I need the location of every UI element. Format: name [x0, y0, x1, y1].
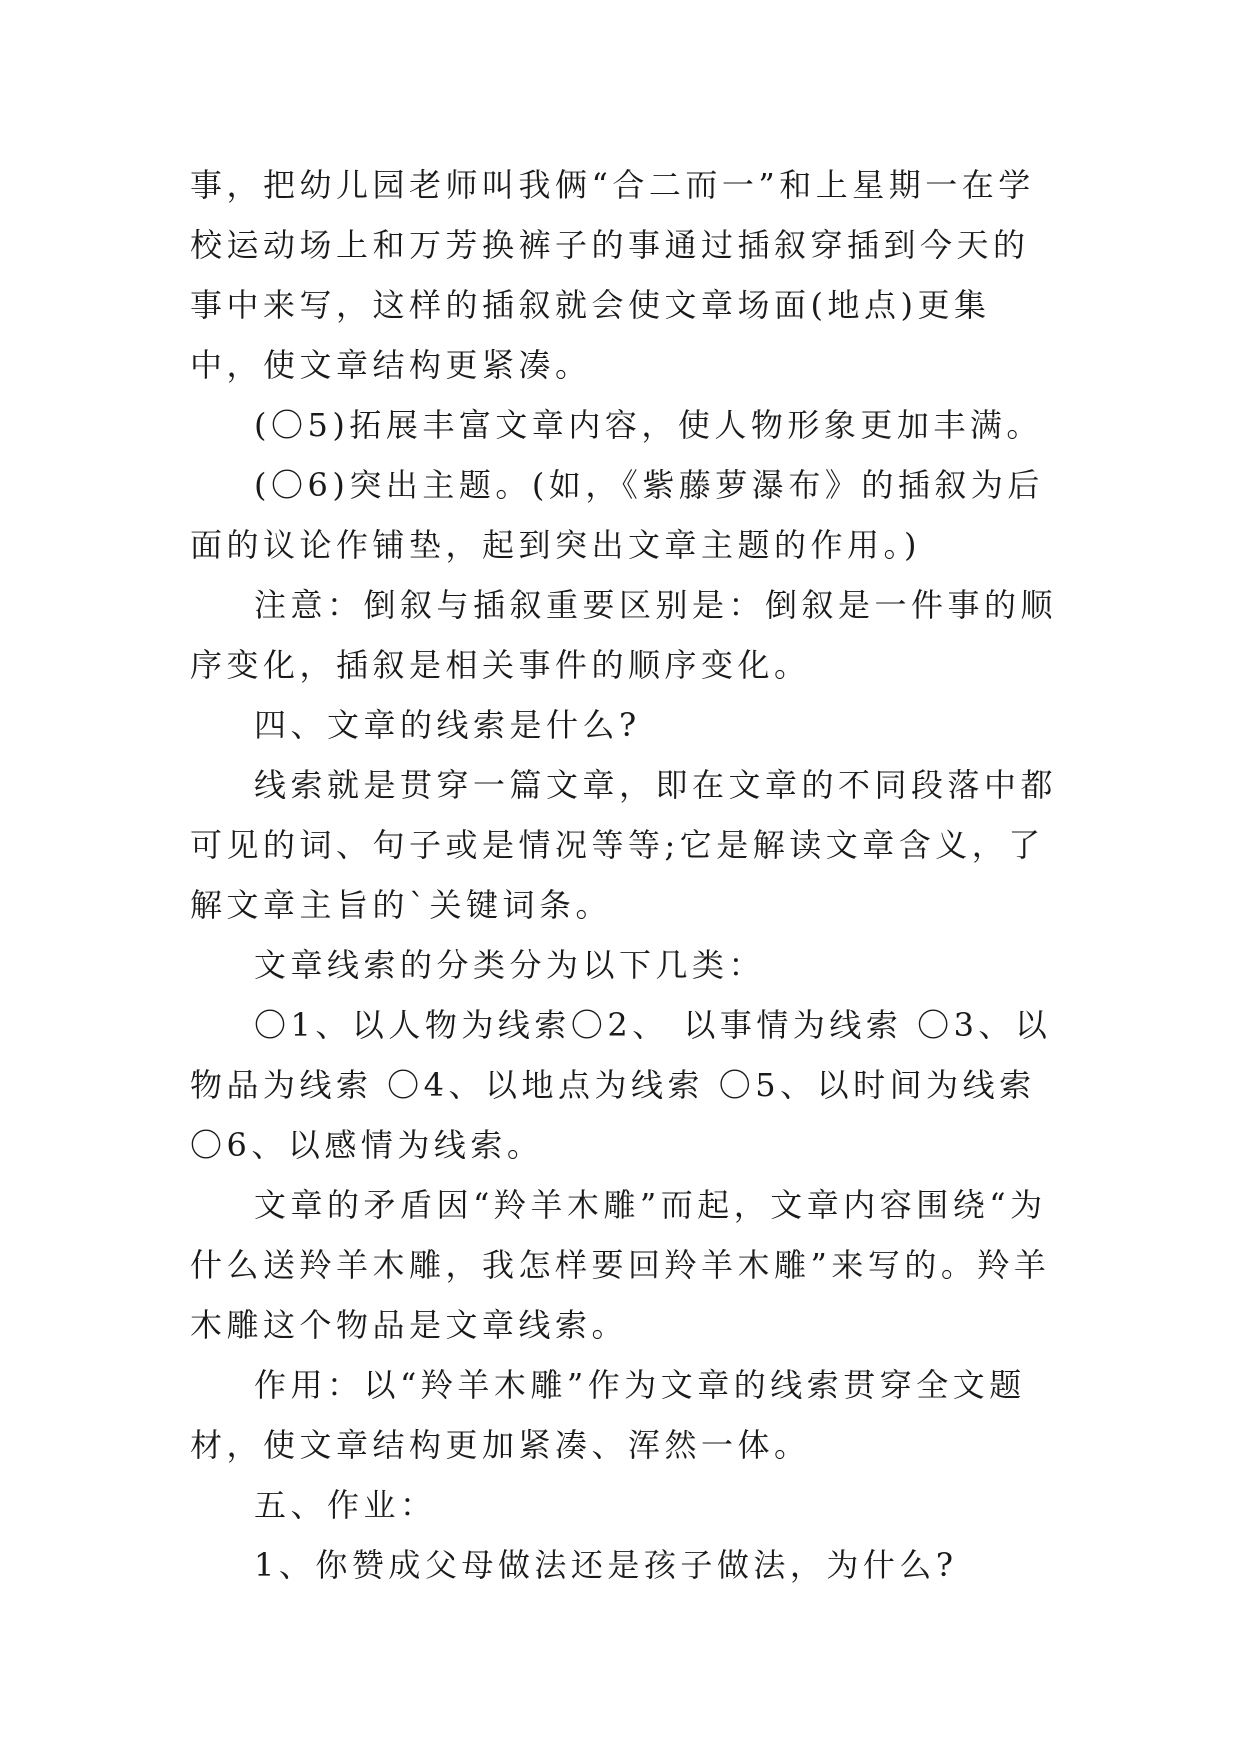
- paragraph-clue-categories-intro: 文章线索的分类分为以下几类：: [254, 946, 766, 984]
- paragraph-homework-1: 1、你赞成父母做法还是孩子做法，为什么?: [254, 1546, 958, 1584]
- paragraph-continuation: 事，把幼儿园老师叫我俩“合二而一”和上星期一在学校运动场上和万芳换裤子的事通过插叙穿插到今天的事中来写，这样的插叙就会使文章场面(地点)更集中，使文章结构更紧凑。: [190, 166, 1035, 384]
- section-heading-four: 四、文章的线索是什么?: [254, 706, 641, 744]
- paragraph-clue-definition: 线索就是贯穿一篇文章，即在文章的不同段落中都可见的词、句子或是情况等等;它是解读文章含义，了解文章主旨的`关键词条。: [190, 766, 1058, 924]
- paragraph-clue-function: 作用：以“羚羊木雕”作为文章的线索贯穿全文题材，使文章结构更加紧凑、浑然一体。: [190, 1366, 1026, 1464]
- document-body: [190, 155, 1060, 1595]
- paragraph-note: 注意：倒叙与插叙重要区别是：倒叙是一件事的顺序变化，插叙是相关事件的顺序变化。: [190, 586, 1058, 684]
- section-heading-five: 五、作业：: [254, 1486, 437, 1524]
- paragraph-clue-example: 文章的矛盾因“羚羊木雕”而起，文章内容围绕“为什么送羚羊木雕，我怎样要回羚羊木雕”来写的。羚羊木雕这个物品是文章线索。: [190, 1186, 1051, 1344]
- paragraph-point-5: (〇5)拓展丰富文章内容，使人物形象更加丰满。: [254, 406, 1043, 444]
- paragraph-point-6: (〇6)突出主题。(如，《紫藤萝瀑布》的插叙为后面的议论作铺垫，起到突出文章主题的作用。): [190, 466, 1044, 564]
- paragraph-clue-categories: 〇1、以人物为线索〇2、 以事情为线索 〇3、以物品为线索 〇4、以地点为线索 〇5、以时间为线索〇6、以感情为线索。: [190, 1006, 1052, 1164]
